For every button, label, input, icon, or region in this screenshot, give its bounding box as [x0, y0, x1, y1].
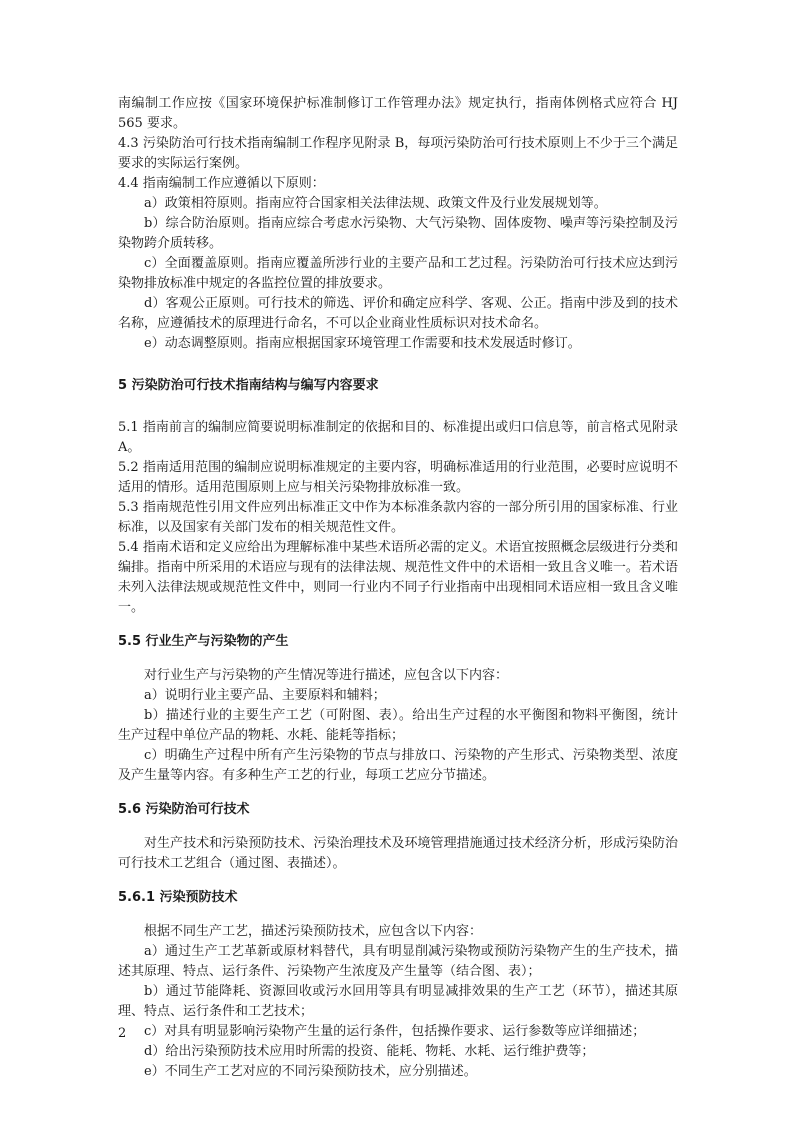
paragraph: b）综合防治原则。指南应综合考虑水污染物、大气污染物、固体废物、噪声等污染控制及污染物跨介质转移。	[118, 216, 678, 251]
paragraph: a）政策相符原则。指南应符合国家相关法律法规、政策文件及行业发展规划等。	[144, 196, 607, 211]
section-heading: 5 污染防治可行技术指南结构与编写内容要求	[118, 378, 379, 393]
spacer	[118, 786, 678, 800]
paragraph: 5.2 指南适用范围的编制应说明标准规定的主要内容，明确标准适用的行业范围，必要时应说明不适用的情形。适用范围原则上应与相关污染物排放标准一致。	[118, 460, 678, 495]
paragraph: d）客观公正原则。可行技术的筛选、评价和确定应科学、客观、公正。指南中涉及到的技术名称，应遵循技术的原理进行命名，不可以企业商业性质标识对技术命名。	[118, 296, 678, 331]
section-heading: 5.6.1 污染预防技术	[118, 890, 238, 905]
paragraph: c）全面覆盖原则。指南应覆盖所涉行业的主要产品和工艺过程。污染防治可行技术应达到污染物排放标准中规定的各监控位置的排放要求。	[118, 256, 678, 291]
paragraph: 5.4 指南术语和定义应给出为理解标准中某些术语所必需的定义。术语宜按照概念层级进行分类和编排。指南中所采用的术语应与现有的法律法规、规范性文件中的术语相一致且含义唯一。若术语未列入法律法规或规范性文件中，则同一行业内不同子行业指南中出现相同术语应相一致且含义唯一。	[118, 540, 678, 615]
paragraph: c）明确生产过程中所有产生污染物的节点与排放口、污染物的产生形式、污染物类型、浓度及产生量等内容。有多种生产工艺的行业，每项工艺应分节描述。	[118, 748, 678, 783]
section-heading: 5.5 行业生产与污染物的产生	[118, 634, 289, 649]
paragraph: 4.3 污染防治可行技术指南编制工作程序见附录 B，每项污染防治可行技术原则上不少于三个满足要求的实际运行案例。	[118, 136, 678, 171]
spacer	[118, 652, 678, 666]
paragraph: 5.1 指南前言的编制应简要说明标准制定的依据和目的、标准提出或归口信息等，前言格式见附录 A。	[118, 420, 678, 455]
paragraph: c）对具有明显影响污染物产生量的运行条件，包括操作要求、运行参数等应详细描述；	[144, 1024, 646, 1039]
paragraph: a）说明行业主要产品、主要原料和辅料；	[144, 688, 386, 703]
paragraph: e）不同生产工艺对应的不同污染预防技术，应分别描述。	[144, 1064, 477, 1079]
paragraph: d）给出污染预防技术应用时所需的投资、能耗、物耗、水耗、运行维护费等；	[144, 1044, 595, 1059]
paragraph: 根据不同生产工艺，描述污染预防技术，应包含以下内容：	[144, 924, 483, 939]
document-body	[118, 94, 678, 1082]
paragraph: e）动态调整原则。指南应根据国家环境管理工作需要和技术发展适时修订。	[144, 336, 581, 351]
section-heading: 5.6 污染防治可行技术	[118, 802, 250, 817]
paragraph: b）通过节能降耗、资源回收或污水回用等具有明显减排效果的生产工艺（环节），描述其原理、特点、运行条件和工艺技术；	[118, 984, 678, 1019]
paragraph: a）通过生产工艺革新或原材料替代，具有明显削减污染物或预防污染物产生的生产技术，描述其原理、特点、运行条件、污染物产生浓度及产生量等（结合图、表）；	[118, 944, 678, 979]
paragraph: 南编制工作应按《国家环境保护标准制修订工作管理办法》规定执行，指南体例格式应符合 HJ 565 要求。	[118, 96, 678, 131]
spacer	[118, 618, 678, 632]
paragraph: 5.3 指南规范性引用文件应列出标准正文中作为本标准条款内容的一部分所引用的国家标准、行业标准，以及国家有关部门发布的相关规范性文件。	[118, 500, 678, 535]
paragraph: b）描述行业的主要生产工艺（可附图、表）。给出生产过程的水平衡图和物料平衡图，统计生产过程中单位产品的物耗、水耗、能耗等指标；	[118, 708, 678, 743]
paragraph: 对行业生产与污染物的产生情况等进行描述，应包含以下内容：	[144, 668, 509, 683]
spacer	[118, 908, 678, 922]
spacer	[118, 354, 678, 376]
spacer	[118, 396, 678, 418]
spacer	[118, 874, 678, 888]
paragraph: 4.4 指南编制工作应遵循以下原则：	[118, 176, 325, 191]
paragraph: 对生产技术和污染预防技术、污染治理技术及环境管理措施通过技术经济分析，形成污染防治可行技术工艺组合（通过图、表描述）。	[118, 836, 678, 871]
spacer	[118, 820, 678, 834]
page-number: 2	[118, 1026, 127, 1041]
